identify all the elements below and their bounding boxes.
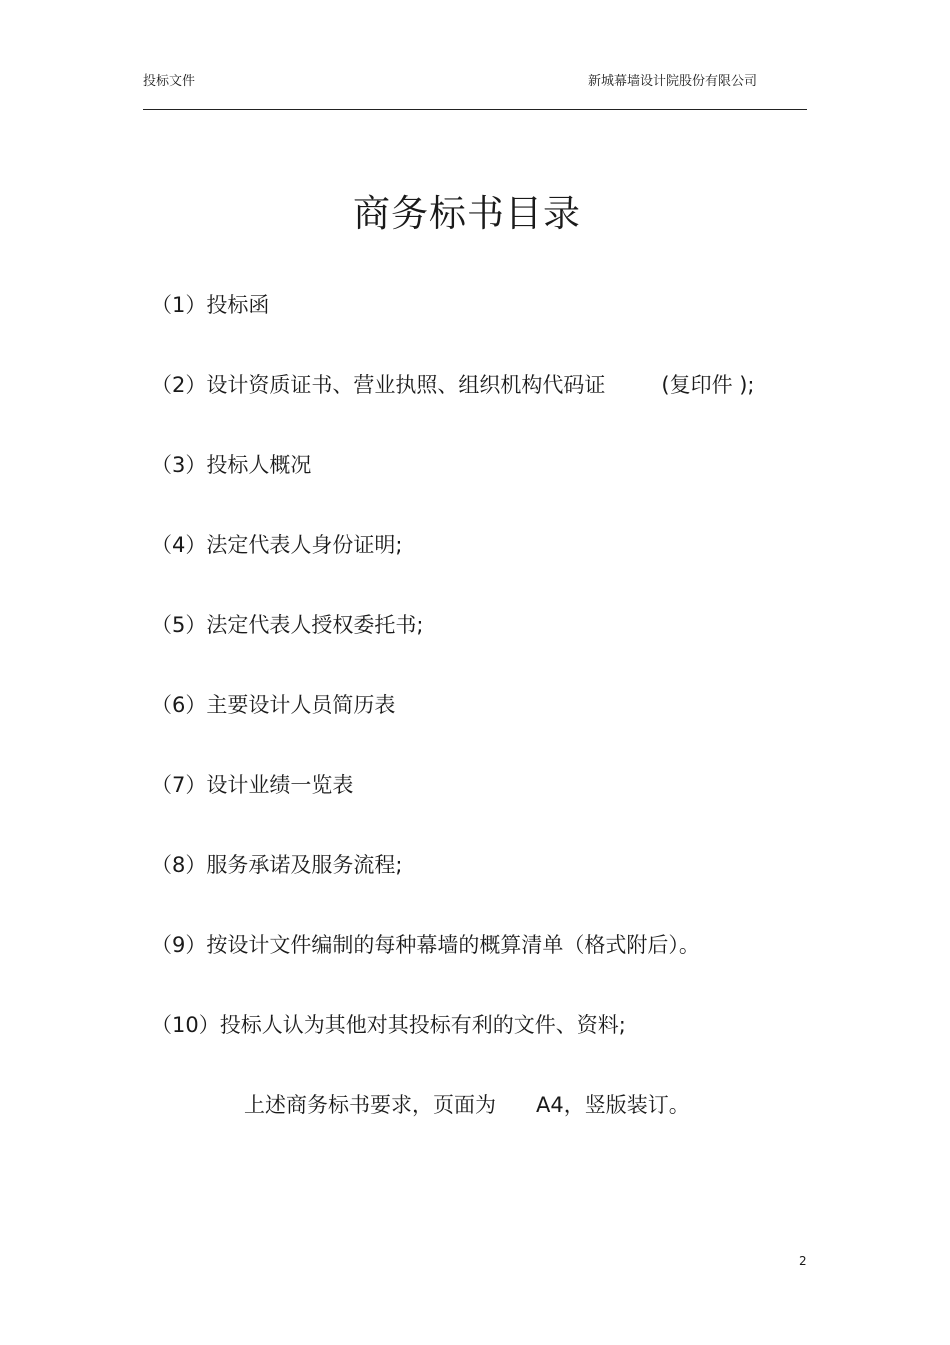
toc-item-number: （8） (151, 853, 207, 877)
toc-item-text: 按设计文件编制的每种幕墙的概算清单（格式附后）。 (206, 933, 700, 957)
header-right-text: 新城幕墙设计院股份有限公司 (588, 74, 758, 89)
toc-item-suffix: (复印件 ); (661, 373, 755, 397)
toc-item-number: （5） (151, 613, 207, 637)
toc-item-text: 投标函 (206, 293, 270, 317)
toc-item-5 (151, 610, 755, 690)
toc-item-text: 服务承诺及服务流程; (206, 853, 403, 877)
toc-item-10 (151, 1010, 755, 1090)
summary-part-1: 上述商务标书要求，页面为 (244, 1093, 496, 1117)
toc-item-number: （1） (151, 293, 207, 317)
header-left-text: 投标文件 (143, 74, 196, 89)
toc-item-6 (151, 690, 755, 770)
toc-item-text: 设计资质证书、营业执照、组织机构代码证 (206, 373, 606, 397)
toc-item-text: 投标人认为其他对其投标有利的文件、资料; (219, 1013, 626, 1037)
summary-text (244, 1090, 690, 1120)
toc-item-number: （10） (151, 1013, 220, 1037)
toc-item-text: 法定代表人身份证明; (206, 533, 403, 557)
toc-item-number: （4） (151, 533, 207, 557)
header-divider (143, 109, 807, 110)
toc-item-number: （2） (151, 373, 207, 397)
toc-item-text: 设计业绩一览表 (206, 773, 354, 797)
toc-item-2 (151, 370, 755, 450)
toc-item-7 (151, 770, 755, 850)
toc-item-text: 投标人概况 (206, 453, 312, 477)
toc-item-text: 法定代表人授权委托书; (206, 613, 424, 637)
toc-item-8 (151, 850, 755, 930)
toc-item-number: （7） (151, 773, 207, 797)
toc-item-9 (151, 930, 755, 1010)
toc-item-4 (151, 530, 755, 610)
summary-part-2: A4，竖版装订。 (536, 1093, 690, 1117)
page-title: 商务标书目录 (353, 192, 581, 235)
toc-item-text: 主要设计人员简历表 (206, 693, 396, 717)
toc-item-number: （3） (151, 453, 207, 477)
page-number: 2 (799, 1254, 807, 1268)
toc-item-3 (151, 450, 755, 530)
toc-item-number: （9） (151, 933, 207, 957)
toc-item-number: （6） (151, 693, 207, 717)
toc-list (151, 290, 755, 1090)
toc-item-1 (151, 290, 755, 370)
